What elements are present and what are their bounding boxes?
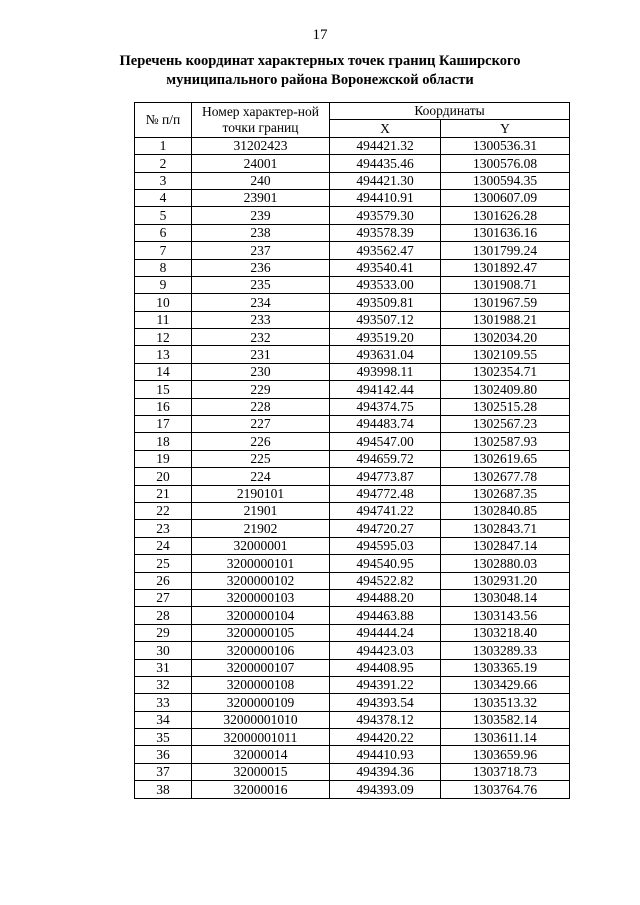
cell-point-number: 236 (192, 259, 330, 276)
cell-index: 6 (135, 224, 192, 241)
cell-y: 1303429.66 (441, 676, 570, 693)
table-row (135, 398, 570, 415)
title-line-2: муниципального района Воронежской области (166, 72, 474, 88)
cell-point-number: 226 (192, 433, 330, 450)
cell-x: 494421.32 (330, 137, 441, 154)
cell-point-number: 3200000107 (192, 659, 330, 676)
cell-point-number: 232 (192, 329, 330, 346)
table-row (135, 624, 570, 641)
table-row (135, 207, 570, 224)
cell-y: 1303218.40 (441, 624, 570, 641)
cell-index: 18 (135, 433, 192, 450)
table-row (135, 242, 570, 259)
cell-y: 1302567.23 (441, 416, 570, 433)
cell-point-number: 32000016 (192, 781, 330, 798)
cell-index: 19 (135, 450, 192, 467)
cell-y: 1301967.59 (441, 294, 570, 311)
cell-x: 494595.03 (330, 537, 441, 554)
cell-y: 1303513.32 (441, 694, 570, 711)
cell-y: 1303289.33 (441, 642, 570, 659)
cell-y: 1300536.31 (441, 137, 570, 154)
cell-x: 494772.48 (330, 485, 441, 502)
table-row (135, 172, 570, 189)
cell-index: 33 (135, 694, 192, 711)
table-row (135, 763, 570, 780)
cell-index: 27 (135, 589, 192, 606)
cell-x: 494421.30 (330, 172, 441, 189)
cell-point-number: 230 (192, 363, 330, 380)
cell-x: 493579.30 (330, 207, 441, 224)
cell-index: 23 (135, 520, 192, 537)
cell-point-number: 3200000109 (192, 694, 330, 711)
cell-point-number: 3200000103 (192, 589, 330, 606)
cell-point-number: 3200000101 (192, 555, 330, 572)
cell-y: 1303659.96 (441, 746, 570, 763)
cell-x: 494483.74 (330, 416, 441, 433)
cell-x: 493998.11 (330, 363, 441, 380)
cell-y: 1302843.71 (441, 520, 570, 537)
cell-point-number: 3200000106 (192, 642, 330, 659)
table-row (135, 589, 570, 606)
table-row (135, 485, 570, 502)
cell-x: 494420.22 (330, 729, 441, 746)
cell-x: 494522.82 (330, 572, 441, 589)
table-row (135, 189, 570, 206)
cell-index: 16 (135, 398, 192, 415)
table-row (135, 694, 570, 711)
cell-y: 1302619.65 (441, 450, 570, 467)
cell-x: 494659.72 (330, 450, 441, 467)
cell-point-number: 24001 (192, 155, 330, 172)
cell-y: 1301636.16 (441, 224, 570, 241)
cell-y: 1300594.35 (441, 172, 570, 189)
cell-y: 1302354.71 (441, 363, 570, 380)
table-row (135, 433, 570, 450)
cell-index: 34 (135, 711, 192, 728)
cell-index: 9 (135, 276, 192, 293)
cell-point-number: 240 (192, 172, 330, 189)
cell-y: 1302109.55 (441, 346, 570, 363)
cell-y: 1302515.28 (441, 398, 570, 415)
cell-y: 1302931.20 (441, 572, 570, 589)
table-row (135, 659, 570, 676)
cell-x: 493533.00 (330, 276, 441, 293)
cell-x: 494408.95 (330, 659, 441, 676)
cell-index: 25 (135, 555, 192, 572)
cell-x: 494547.00 (330, 433, 441, 450)
table-row (135, 381, 570, 398)
cell-point-number: 239 (192, 207, 330, 224)
cell-x: 494435.46 (330, 155, 441, 172)
cell-x: 494374.75 (330, 398, 441, 415)
table-row (135, 781, 570, 798)
table-row (135, 363, 570, 380)
table-row (135, 259, 570, 276)
title-line-1: Перечень координат характерных точек границ Каширского (119, 53, 521, 69)
cell-point-number: 235 (192, 276, 330, 293)
cell-x: 494391.22 (330, 676, 441, 693)
table-row (135, 607, 570, 624)
cell-x: 493519.20 (330, 329, 441, 346)
cell-point-number: 3200000105 (192, 624, 330, 641)
cell-index: 4 (135, 189, 192, 206)
cell-point-number: 31202423 (192, 137, 330, 154)
header-coordinates: Координаты (330, 103, 570, 120)
table-row (135, 450, 570, 467)
cell-point-number: 234 (192, 294, 330, 311)
cell-index: 8 (135, 259, 192, 276)
table-row (135, 642, 570, 659)
cell-x: 494773.87 (330, 468, 441, 485)
table-row (135, 555, 570, 572)
cell-x: 494488.20 (330, 589, 441, 606)
cell-x: 494720.27 (330, 520, 441, 537)
cell-index: 35 (135, 729, 192, 746)
cell-x: 494741.22 (330, 502, 441, 519)
cell-x: 494394.36 (330, 763, 441, 780)
cell-y: 1301908.71 (441, 276, 570, 293)
cell-y: 1302687.35 (441, 485, 570, 502)
cell-y: 1300576.08 (441, 155, 570, 172)
table-row (135, 746, 570, 763)
table-row (135, 468, 570, 485)
cell-index: 37 (135, 763, 192, 780)
cell-x: 494540.95 (330, 555, 441, 572)
cell-y: 1303718.73 (441, 763, 570, 780)
cell-x: 493631.04 (330, 346, 441, 363)
cell-y: 1301988.21 (441, 311, 570, 328)
table-row (135, 416, 570, 433)
table-row (135, 520, 570, 537)
cell-index: 24 (135, 537, 192, 554)
cell-index: 1 (135, 137, 192, 154)
cell-index: 31 (135, 659, 192, 676)
header-x: X (330, 120, 441, 137)
cell-index: 10 (135, 294, 192, 311)
cell-y: 1302034.20 (441, 329, 570, 346)
cell-index: 2 (135, 155, 192, 172)
cell-index: 12 (135, 329, 192, 346)
cell-x: 494423.03 (330, 642, 441, 659)
cell-point-number: 228 (192, 398, 330, 415)
cell-point-number: 225 (192, 450, 330, 467)
cell-point-number: 3200000108 (192, 676, 330, 693)
table-row (135, 224, 570, 241)
cell-point-number: 231 (192, 346, 330, 363)
cell-x: 493509.81 (330, 294, 441, 311)
cell-y: 1302880.03 (441, 555, 570, 572)
cell-y: 1301626.28 (441, 207, 570, 224)
table-body (135, 137, 570, 798)
cell-y: 1302409.80 (441, 381, 570, 398)
cell-index: 7 (135, 242, 192, 259)
cell-index: 13 (135, 346, 192, 363)
cell-point-number: 21902 (192, 520, 330, 537)
cell-point-number: 2190101 (192, 485, 330, 502)
cell-y: 1301892.47 (441, 259, 570, 276)
table-row (135, 572, 570, 589)
cell-y: 1302847.14 (441, 537, 570, 554)
cell-point-number: 229 (192, 381, 330, 398)
cell-x: 494393.54 (330, 694, 441, 711)
cell-index: 21 (135, 485, 192, 502)
table-row (135, 155, 570, 172)
cell-point-number: 21901 (192, 502, 330, 519)
cell-x: 494463.88 (330, 607, 441, 624)
cell-index: 29 (135, 624, 192, 641)
cell-index: 32 (135, 676, 192, 693)
cell-index: 36 (135, 746, 192, 763)
cell-y: 1303764.76 (441, 781, 570, 798)
cell-y: 1302587.93 (441, 433, 570, 450)
cell-index: 22 (135, 502, 192, 519)
cell-x: 493562.47 (330, 242, 441, 259)
cell-index: 15 (135, 381, 192, 398)
cell-index: 28 (135, 607, 192, 624)
cell-x: 494378.12 (330, 711, 441, 728)
cell-y: 1303143.56 (441, 607, 570, 624)
cell-index: 5 (135, 207, 192, 224)
cell-point-number: 237 (192, 242, 330, 259)
cell-point-number: 224 (192, 468, 330, 485)
cell-x: 494142.44 (330, 381, 441, 398)
cell-point-number: 3200000102 (192, 572, 330, 589)
cell-x: 493578.39 (330, 224, 441, 241)
cell-y: 1300607.09 (441, 189, 570, 206)
cell-y: 1302840.85 (441, 502, 570, 519)
table-row (135, 711, 570, 728)
table-row (135, 537, 570, 554)
cell-y: 1302677.78 (441, 468, 570, 485)
table-row (135, 729, 570, 746)
cell-point-number: 3200000104 (192, 607, 330, 624)
cell-x: 494410.93 (330, 746, 441, 763)
cell-y: 1303611.14 (441, 729, 570, 746)
cell-x: 494444.24 (330, 624, 441, 641)
cell-point-number: 32000001011 (192, 729, 330, 746)
cell-y: 1303048.14 (441, 589, 570, 606)
cell-y: 1303582.14 (441, 711, 570, 728)
cell-index: 17 (135, 416, 192, 433)
table-row (135, 294, 570, 311)
cell-index: 26 (135, 572, 192, 589)
header-index: № п/п (135, 103, 192, 138)
cell-index: 30 (135, 642, 192, 659)
table-row (135, 346, 570, 363)
cell-index: 3 (135, 172, 192, 189)
coordinates-table (134, 102, 570, 799)
cell-point-number: 32000001010 (192, 711, 330, 728)
page-number: 17 (312, 27, 328, 43)
document-title (100, 52, 540, 90)
cell-point-number: 32000014 (192, 746, 330, 763)
table-row (135, 329, 570, 346)
cell-point-number: 227 (192, 416, 330, 433)
cell-point-number: 32000015 (192, 763, 330, 780)
cell-point-number: 233 (192, 311, 330, 328)
table-row (135, 502, 570, 519)
cell-point-number: 32000001 (192, 537, 330, 554)
table-row (135, 137, 570, 154)
cell-index: 20 (135, 468, 192, 485)
cell-index: 14 (135, 363, 192, 380)
cell-x: 494393.09 (330, 781, 441, 798)
cell-x: 493507.12 (330, 311, 441, 328)
cell-index: 11 (135, 311, 192, 328)
cell-x: 494410.91 (330, 189, 441, 206)
cell-x: 493540.41 (330, 259, 441, 276)
cell-y: 1303365.19 (441, 659, 570, 676)
cell-point-number: 23901 (192, 189, 330, 206)
cell-index: 38 (135, 781, 192, 798)
table-row (135, 676, 570, 693)
header-point-number: Номер характер-ной точки границ (192, 103, 330, 138)
cell-y: 1301799.24 (441, 242, 570, 259)
cell-point-number: 238 (192, 224, 330, 241)
table-row (135, 311, 570, 328)
header-y: Y (441, 120, 570, 137)
table-row (135, 276, 570, 293)
